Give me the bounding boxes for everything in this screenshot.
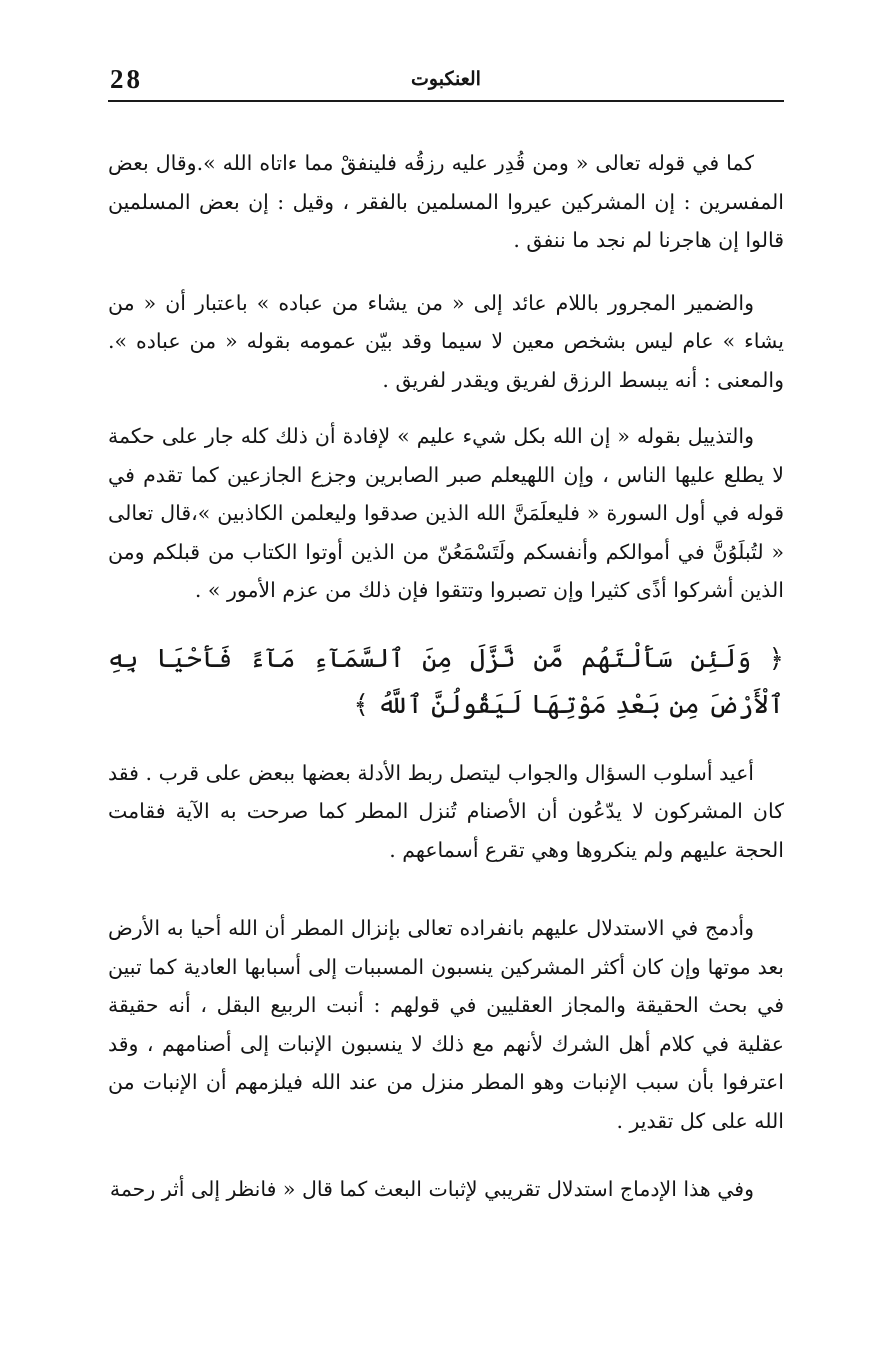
paragraph: وفي هذا الإدماج استدلال تقريبي لإثبات البعث كما قال « فانظر إلى أثر رحمة xyxy=(109,1177,754,1201)
running-title: العنكبوت xyxy=(411,68,481,90)
paragraph: كما في قوله تعالى « ومن قُدِر عليه رزقُه فلينفقْ مما ءاتاه الله ».وقال بعض المفسرين : إن المشركين عيروا المسلمين بالفقر ، وقيل : إن بعض المسلمين قالوا إن هاجرنا لم نجد ما ننفق . xyxy=(108,151,784,252)
paragraph: والضمير المجرور باللام عائد إلى « من يشاء من عباده » باعتبار أن « من يشاء » عام ليس بشخص معين لا سيما وقد بيّن عمومه بقوله « من عباده ». والمعنى : أنه يبسط الرزق لفريق ويقدر لفريق . xyxy=(108,290,784,392)
page-number: 28 xyxy=(110,64,143,94)
page-body xyxy=(108,144,784,1209)
paragraph: أعيد أسلوب السؤال والجواب ليتصل ربط الأدلة بعضها ببعض على قرب . فقد كان المشركون لا يدّعُون أن الأصنام تُنزل المطر كما صرحت به الآية فقامت الحجة عليهم ولم ينكروها وهي تقرع أسماعهم . xyxy=(108,760,784,862)
paragraph: والتذييل بقوله « إن الله بكل شيء عليم » لإفادة أن ذلك كله جار على حكمة لا يطلع عليها الناس ، وإن اللهيعلم صبر الصابرين وجزع الجازعين كما تقدم في قوله في أول السورة « فليعلَمَنَّ الله الذين صدقوا وليعلمن الكاذبين »،قال تعالى « لتُبلَوُنَّ في أموالكم وأنفسكم ولَتَسْمَعُنّ من الذين أوتوا الكتاب من قبلكم ومن الذين أشركوا أذًى كثيرا وإن تصبروا وتتقوا فإن ذلك من عزم الأمور » . xyxy=(108,424,784,602)
page-header xyxy=(108,60,784,102)
paragraph: وأدمج في الاستدلال عليهم بانفراده تعالى بإنزال المطر أن الله أحيا به الأرض بعد موتها وإن كان أكثر المشركين ينسبون المسببات إلى أسبابها العادية كما تبين في بحث الحقيقة والمجاز العقليين في قولهم : أنبت الربيع البقل ، أنه حقيقة عقلية في كلام أهل الشرك لأنهم مع ذلك لا ينسبون الإنبات إلى أصنامهم ، وقد اعترفوا بأن سبب الإنبات وهو المطر منزل من عند الله فيلزمهم أن الإنبات من الله على كل تقدير . xyxy=(108,916,784,1133)
quran-verse: ﴿ وَلَئِن سَأَلْتَهُم مَّن نَّزَّلَ مِنَ ٱلسَّمَآءِ مَآءً فَأَحْيَا بِهِ ٱلْأَرْضَ مِن بَعْدِ مَوْتِهَا لَيَقُولُنَّ ٱللَّهُ ﴾ xyxy=(108,643,784,720)
